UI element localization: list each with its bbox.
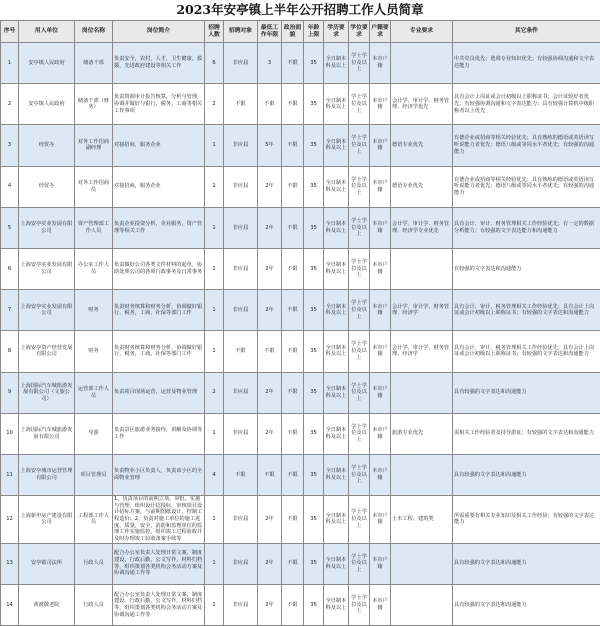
cell-post: 项目管理员 xyxy=(75,454,113,495)
cell-years: 2年 xyxy=(258,584,282,625)
cell-target: 非应届 xyxy=(224,496,258,544)
cell-unit: 安亭镇人民政府 xyxy=(19,84,75,125)
cell-target: 非应届 xyxy=(224,413,258,454)
cell-other: 具有会计上岗证或会计初级以上职称证书；会计证较好者优先，有较强协调沟通和文字表达能力；具有较强计算机中级职称者以上优先 xyxy=(453,84,600,125)
cell-hukou: 本市户籍 xyxy=(370,248,391,289)
cell-degree: 学士学位及以上 xyxy=(349,125,370,166)
cell-post: 财务 xyxy=(75,331,113,372)
cell-years: 2年 xyxy=(258,372,282,413)
cell-politics: 不限 xyxy=(282,496,304,544)
col-header-hukou: 户籍要求 xyxy=(370,21,391,43)
cell-target: 非应届 xyxy=(224,372,258,413)
cell-no: 14 xyxy=(1,584,19,625)
cell-major xyxy=(391,43,453,84)
cell-degree: 学士学位及以上 xyxy=(349,207,370,248)
cell-other: 需相关工作经验者及持导游证；有较强的文字表达和沟通能力 xyxy=(453,413,600,454)
col-header-unit: 用人单位 xyxy=(19,21,75,43)
cell-target: 非应届 xyxy=(224,166,258,207)
cell-age: 35 xyxy=(304,543,324,584)
cell-edu: 全日制本科及以上 xyxy=(324,166,349,207)
cell-num: 6 xyxy=(205,43,224,84)
col-header-edu: 学历要求 xyxy=(324,21,349,43)
cell-post: 行政人员 xyxy=(75,584,113,625)
cell-major: 会计学、审计学、财务管理、经济学优先 xyxy=(391,84,453,125)
cell-edu: 全日制本科及以上 xyxy=(324,248,349,289)
col-header-desc: 岗位简介 xyxy=(113,21,205,43)
cell-desc: 负责安全，农村，人才，卫生健康，救援，先进政府建设等相关工作 xyxy=(113,43,205,84)
cell-politics: 不限 xyxy=(282,290,304,331)
cell-target: 非应届 xyxy=(224,248,258,289)
cell-politics: 不限 xyxy=(282,584,304,625)
cell-major xyxy=(391,248,453,289)
cell-degree: 学士学位及以上 xyxy=(349,248,370,289)
cell-num: 4 xyxy=(205,454,224,495)
table-row xyxy=(1,372,600,413)
cell-edu: 全日制本科及以上 xyxy=(324,543,349,584)
cell-years: 2年 xyxy=(258,543,282,584)
cell-num: 1 xyxy=(205,248,224,289)
cell-num: 1 xyxy=(205,413,224,454)
cell-no: 6 xyxy=(1,248,19,289)
cell-years: 2年 xyxy=(258,413,282,454)
cell-desc: 负责项目现场运营，运营及物业管理 xyxy=(113,372,205,413)
cell-edu: 全日制本科及以上 xyxy=(324,413,349,454)
cell-edu: 全日制本科及以上 xyxy=(324,84,349,125)
cell-hukou: 本市户籍 xyxy=(370,84,391,125)
cell-post: 储备干部 xyxy=(75,43,113,84)
cell-years: 5年 xyxy=(258,125,282,166)
cell-desc: 对接招商，服务企业 xyxy=(113,166,205,207)
cell-post: 运营部工作人员 xyxy=(75,372,113,413)
cell-years: 2年 xyxy=(258,166,282,207)
cell-politics: 不限 xyxy=(282,372,304,413)
cell-hukou: 本市户籍 xyxy=(370,290,391,331)
cell-target: 非应届 xyxy=(224,125,258,166)
cell-unit: 安亭镇司法所 xyxy=(19,543,75,584)
cell-years: 3 xyxy=(258,43,282,84)
cell-degree: 学士学位及以上 xyxy=(349,454,370,495)
cell-politics: 不限 xyxy=(282,543,304,584)
cell-unit: 安亭镇人民政府 xyxy=(19,43,75,84)
table-row xyxy=(1,496,600,544)
cell-num: 2 xyxy=(205,84,224,125)
cell-unit: 上海安亭实业发展有限公司 xyxy=(19,290,75,331)
col-header-other: 其它条件 xyxy=(453,21,600,43)
cell-politics: 不限 xyxy=(282,84,304,125)
cell-target: 不限 xyxy=(224,454,258,495)
cell-num: 1 xyxy=(205,331,224,372)
cell-edu: 全日制本科及以上 xyxy=(324,207,349,248)
cell-major: 德语专业优先 xyxy=(391,125,453,166)
cell-unit: 上海新申房产建设有限公司 xyxy=(19,496,75,544)
cell-hukou: 本市户籍 xyxy=(370,372,391,413)
cell-age: 35 xyxy=(304,372,324,413)
cell-post: 资产管理部工作人员 xyxy=(75,207,113,248)
cell-degree: 学士学位及以上 xyxy=(349,166,370,207)
cell-edu: 全日制本科及以上 xyxy=(324,372,349,413)
cell-age: 35 xyxy=(304,248,324,289)
cell-degree: 学士学位及以上 xyxy=(349,43,370,84)
cell-politics: 不限 xyxy=(282,207,304,248)
cell-hukou: 本市户籍 xyxy=(370,496,391,544)
table-row xyxy=(1,290,600,331)
cell-target: 不限 xyxy=(224,84,258,125)
cell-target: 非应届 xyxy=(224,290,258,331)
cell-other: 具有较强的文字表达和沟通能力 xyxy=(453,543,600,584)
cell-post: 工程部工作人员 xyxy=(75,496,113,544)
cell-num: 1 xyxy=(205,166,224,207)
cell-other: 有较强的文字表达和沟通能力 xyxy=(453,248,600,289)
cell-edu: 全日制本科及以上 xyxy=(324,496,349,544)
cell-hukou: 本市户籍 xyxy=(370,125,391,166)
col-header-age: 年龄上限 xyxy=(304,21,324,43)
cell-other: 具有较强的文字表达和沟通能力 xyxy=(453,454,600,495)
cell-degree: 学士学位及以上 xyxy=(349,290,370,331)
cell-degree: 学士学位及以上 xyxy=(349,413,370,454)
table-row xyxy=(1,543,600,584)
cell-num: 1 xyxy=(205,207,224,248)
cell-hukou: 本市户籍 xyxy=(370,543,391,584)
cell-post: 导游 xyxy=(75,413,113,454)
cell-desc: 负责物业小区负责人，负责该小区的全面物业管理 xyxy=(113,454,205,495)
cell-age: 35 xyxy=(304,454,324,495)
cell-other: 具有较强的文字表达和沟通能力 xyxy=(453,584,600,625)
cell-post: 办公室工作人员 xyxy=(75,248,113,289)
cell-desc: 负责资源审计报告核算，分析与管理，协调并做好与银行，税务，工商等相关工作事项 xyxy=(113,84,205,125)
cell-num: 2 xyxy=(205,372,224,413)
cell-age: 35 xyxy=(304,43,324,84)
cell-num: 1 xyxy=(205,496,224,544)
cell-target: 非应届 xyxy=(224,543,258,584)
cell-edu: 全日制本科及以上 xyxy=(324,454,349,495)
cell-unit: 上海安亭实业发展有限公司 xyxy=(19,207,75,248)
table-row xyxy=(1,166,600,207)
cell-age: 35 xyxy=(304,290,324,331)
cell-no: 10 xyxy=(1,413,19,454)
cell-major: 会计学、审计学、财务管理、经济学 xyxy=(391,290,453,331)
cell-no: 7 xyxy=(1,290,19,331)
cell-other: 所需重要有相关专业知识及相关工作经验；有较强的文字表达能力 xyxy=(453,496,600,544)
cell-unit: 经贸办 xyxy=(19,125,75,166)
cell-other: 具有较强的文字表达和沟通能力 xyxy=(453,372,600,413)
cell-target: 非应届 xyxy=(224,43,258,84)
cell-age: 35 xyxy=(304,125,324,166)
cell-politics: 不限 xyxy=(282,248,304,289)
cell-no: 5 xyxy=(1,207,19,248)
cell-politics: 不限 xyxy=(282,331,304,372)
cell-unit: 经贸办 xyxy=(19,166,75,207)
cell-degree: 学士学位及以上 xyxy=(349,543,370,584)
table-row xyxy=(1,207,600,248)
cell-desc: 对接招商，服务企业 xyxy=(113,125,205,166)
cell-age: 35 xyxy=(304,496,324,544)
cell-unit: 黄渡敬老院 xyxy=(19,584,75,625)
cell-desc: 负责财务核算和财务分析，协调做好银行，税务，工商，社保等部门工作 xyxy=(113,331,205,372)
col-header-years: 最低工作年限 xyxy=(258,21,282,43)
cell-hukou: 本市户籍 xyxy=(370,454,391,495)
cell-major xyxy=(391,543,453,584)
cell-age: 35 xyxy=(304,166,324,207)
cell-edu: 全日制本科及以上 xyxy=(324,290,349,331)
cell-years: 2年 xyxy=(258,248,282,289)
cell-major: 土木工程、建筑类 xyxy=(391,496,453,544)
cell-unit: 上海国际汽车城旅游发展有限公司（文旅公司） xyxy=(19,372,75,413)
col-header-post: 岗位名称 xyxy=(75,21,113,43)
table-row xyxy=(1,84,600,125)
table-row xyxy=(1,331,600,372)
cell-edu: 全日制本科及以上 xyxy=(324,331,349,372)
document-title: 2023年安亭镇上半年公开招聘工作人员简章 xyxy=(0,0,600,20)
cell-years: 2年 xyxy=(258,207,282,248)
cell-no: 8 xyxy=(1,331,19,372)
cell-num: 1 xyxy=(205,290,224,331)
cell-post: 对外工作招商员 xyxy=(75,166,113,207)
cell-other: 有德企业或招商等相关经验优先；具有熟练的德语或英语读写听说能力者优先；德语八级或等同水平者优先；有较强的沟通能力 xyxy=(453,166,600,207)
cell-major xyxy=(391,454,453,495)
cell-degree: 学士学位及以上 xyxy=(349,584,370,625)
cell-politics: 不限 xyxy=(282,413,304,454)
cell-no: 3 xyxy=(1,125,19,166)
cell-target: 非应届 xyxy=(224,207,258,248)
cell-edu: 全日制本科及以上 xyxy=(324,584,349,625)
cell-politics: 不限 xyxy=(282,43,304,84)
cell-num: 1 xyxy=(205,584,224,625)
header-row xyxy=(1,21,600,43)
cell-degree: 学士学位及以上 xyxy=(349,331,370,372)
cell-post: 财务 xyxy=(75,290,113,331)
cell-major: 会计学、审计学、财务管理、经济学 xyxy=(391,331,453,372)
cell-no: 11 xyxy=(1,454,19,495)
col-header-num: 招聘人数 xyxy=(205,21,224,43)
cell-hukou: 本市户籍 xyxy=(370,584,391,625)
col-header-target: 招聘对象 xyxy=(224,21,258,43)
cell-desc: 配合办公室负责人处理日常文案，制度建设，行政后勤，公文写作，材料归档等，组织策划各类机构会务活动方案及协调沟通工作等 xyxy=(113,584,205,625)
table-row xyxy=(1,454,600,495)
cell-degree: 学士学位及以上 xyxy=(349,84,370,125)
cell-edu: 全日制本科及以上 xyxy=(324,43,349,84)
table-row xyxy=(1,413,600,454)
cell-age: 35 xyxy=(304,331,324,372)
cell-num: 1 xyxy=(205,543,224,584)
cell-desc: 负责财务核算和财务分析，协调做好银行，税务，工商，社保等部门工作 xyxy=(113,290,205,331)
col-header-no: 序号 xyxy=(1,21,19,43)
cell-major: 旅游专业优先 xyxy=(391,413,453,454)
cell-edu: 全日制本科及以上 xyxy=(324,125,349,166)
cell-politics: 不限 xyxy=(282,454,304,495)
cell-unit: 上海安亭资产经营发展有限公司 xyxy=(19,331,75,372)
cell-major: 会计学、审计学、财务管理、经济学专业优先 xyxy=(391,207,453,248)
cell-post: 储备干部（财务） xyxy=(75,84,113,125)
cell-desc: 负责做好公司各类文件材料的起草，协助处理公司的各项行政事务及日常事务 xyxy=(113,248,205,289)
cell-politics: 不限 xyxy=(282,125,304,166)
cell-desc: 负责景区旅游业务接待，讲解及协调等工作 xyxy=(113,413,205,454)
cell-years: 不限 xyxy=(258,454,282,495)
cell-major xyxy=(391,584,453,625)
cell-hukou: 本市户籍 xyxy=(370,207,391,248)
cell-desc: 1、负责项目的前期立项，审批，实施与管理，组织设计招投标，审核项目设计招标方案，与前期图纸设计，控制工程造价；2、负责对施工单位的施工进度，质量，安全，消防和监理单位的监理工作实施监控，组织竣工过程验收并及时办理竣工验收备案手续等 xyxy=(113,496,205,544)
cell-age: 35 xyxy=(304,207,324,248)
table-row xyxy=(1,43,600,84)
cell-age: 35 xyxy=(304,413,324,454)
cell-other: 具有会计、审计、税务管理相关工作经验优先；具有会计上岗证或会计初级以上职称证书；有较强的文字表达和沟通能力 xyxy=(453,290,600,331)
cell-target: 不限 xyxy=(224,331,258,372)
cell-no: 9 xyxy=(1,372,19,413)
cell-no: 2 xyxy=(1,84,19,125)
cell-no: 12 xyxy=(1,496,19,544)
cell-degree: 学士学位及以上 xyxy=(349,372,370,413)
cell-years: 不限 xyxy=(258,84,282,125)
col-header-politics: 政治面貌 xyxy=(282,21,304,43)
cell-other: 具有会计、审计、财务管理相关工作经验优先；有一定的数据分析能力；有较强的文字表达能力和沟通能力 xyxy=(453,207,600,248)
cell-num: 1 xyxy=(205,125,224,166)
cell-politics: 不限 xyxy=(282,166,304,207)
col-header-major: 专业要求 xyxy=(391,21,453,43)
cell-degree: 学士学位及以上 xyxy=(349,496,370,544)
cell-age: 35 xyxy=(304,84,324,125)
cell-years: 不限 xyxy=(258,331,282,372)
recruitment-table xyxy=(0,20,600,626)
cell-post: 行政人员 xyxy=(75,543,113,584)
table-row xyxy=(1,125,600,166)
cell-major xyxy=(391,372,453,413)
cell-years: 2年 xyxy=(258,496,282,544)
cell-age: 35 xyxy=(304,584,324,625)
cell-unit: 上海安亭城市运营管理有限公司 xyxy=(19,454,75,495)
cell-desc: 配合办公室负责人处理日常文案，制度建设，行政后勤，公文写作，材料归档等，组织策划各类机构会务活动方案及协调沟通工作等 xyxy=(113,543,205,584)
col-header-degree: 学位要求 xyxy=(349,21,370,43)
cell-hukou: 本市户籍 xyxy=(370,166,391,207)
cell-no: 13 xyxy=(1,543,19,584)
cell-target: 非应届 xyxy=(224,584,258,625)
cell-desc: 负责企业投资分析，企业服务，资产管理等相关工作 xyxy=(113,207,205,248)
cell-hukou: 本市户籍 xyxy=(370,413,391,454)
cell-no: 1 xyxy=(1,43,19,84)
cell-unit: 上海国际汽车城旅游发展有限公司 xyxy=(19,413,75,454)
table-row xyxy=(1,584,600,625)
cell-major: 德语专业优先 xyxy=(391,166,453,207)
cell-other: 具有会计、审计、税务管理相关工作经验优先；具有会计上岗证或会计初级以上职称证书；有较强的文字表达和沟通能力 xyxy=(453,331,600,372)
cell-no: 4 xyxy=(1,166,19,207)
table-row xyxy=(1,248,600,289)
cell-hukou: 本市户籍 xyxy=(370,331,391,372)
cell-other: 中共党员优先；选调专业知识优先；有较强协调沟通和文字表达能力 xyxy=(453,43,600,84)
cell-other: 有德企业或招商等相关经验优先；具有熟练的德语或英语读写听说能力者优先；德语八级或等同水平者优先；有较强的沟通能力 xyxy=(453,125,600,166)
cell-post: 对外工作招商副经理 xyxy=(75,125,113,166)
cell-unit: 上海安亭实业发展有限公司 xyxy=(19,248,75,289)
cell-years: 2年 xyxy=(258,290,282,331)
cell-hukou: 本市户籍 xyxy=(370,43,391,84)
